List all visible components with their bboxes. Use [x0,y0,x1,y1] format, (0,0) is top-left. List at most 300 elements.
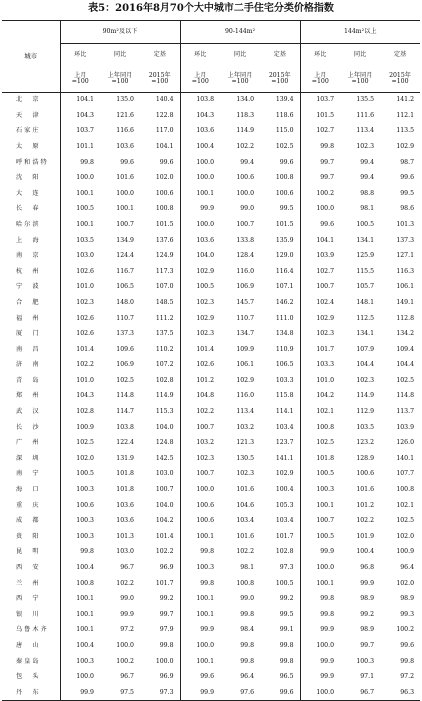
table-row [2,420,420,436]
index-value-cell: 100.9 [396,548,415,556]
index-value-cell: 104.1 [60,93,100,109]
base-header: 上月 =100 [180,66,220,93]
index-value-cell: 100.1 [60,217,100,233]
index-value-cell: 102.3 [180,326,220,342]
index-value-cell: 100.6 [155,189,174,197]
city-name-cell: 成 都 [16,517,41,525]
index-value-cell: 102.2 [116,579,134,587]
index-value-cell: 101.2 [356,501,375,509]
index-value-cell: 103.6 [180,124,220,140]
index-value-cell: 100.1 [60,186,100,202]
index-value-cell: 102.2 [60,358,100,374]
index-value-cell: 100.3 [60,514,100,530]
index-value-cell: 104.3 [60,389,100,405]
index-value-cell: 101.0 [60,373,100,389]
index-value-cell: 100.5 [60,467,100,483]
index-value-cell: 141.2 [396,96,415,104]
index-value-cell: 107.9 [356,345,375,353]
index-value-cell: 100.0 [236,189,255,197]
table-row [2,124,420,140]
index-value-cell: 135.0 [116,96,134,104]
index-value-cell: 103.0 [155,470,174,478]
index-value-cell: 98.9 [360,595,375,603]
index-value-cell: 103.2 [180,436,220,452]
index-value-cell: 98.9 [360,626,375,634]
index-value-cell: 102.3 [236,470,255,478]
table-row [2,482,420,498]
index-value-cell: 100.8 [396,486,415,494]
index-value-cell: 102.5 [396,376,415,384]
index-value-cell: 100.0 [300,638,340,654]
index-value-cell: 102.8 [60,404,100,420]
index-value-cell: 99.2 [279,595,294,603]
index-value-cell: 99.2 [360,610,375,618]
index-value-cell: 99.6 [300,217,340,233]
city-column-header: 城市 [2,21,60,93]
index-value-cell: 103.3 [300,358,340,374]
index-value-cell: 106.5 [275,361,294,369]
city-name-cell: 大 连 [16,189,41,197]
index-value-cell: 103.5 [60,233,100,249]
table-row [2,514,420,530]
city-name-cell: 青 岛 [16,376,41,384]
index-value-cell: 99.9 [300,623,340,639]
index-value-cell: 100.1 [180,654,220,670]
index-value-cell: 113.7 [396,408,415,416]
index-value-cell: 110.9 [275,345,294,353]
index-value-cell: 103.7 [60,124,100,140]
index-value-cell: 134.8 [275,330,294,338]
index-value-cell: 114.8 [396,392,415,400]
index-value-cell: 100.4 [60,638,100,654]
index-value-cell: 125.9 [356,252,375,260]
table-row [2,217,420,233]
table-row [2,202,420,218]
index-value-cell: 99.8 [279,641,294,649]
table-body [2,93,420,701]
city-name-cell: 天 津 [16,111,41,119]
index-value-cell: 100.7 [180,420,220,436]
city-name-cell: 唐 山 [16,641,41,649]
price-index-table [2,20,420,701]
index-value-cell: 101.7 [155,579,174,587]
index-value-cell: 102.0 [155,174,174,182]
group-header-medium: 90-144m² [180,21,300,44]
table-row [2,248,420,264]
city-name-cell: 长 沙 [16,423,41,431]
index-value-cell: 116.3 [396,267,415,275]
table-row [2,654,420,670]
city-name-cell: 贵 阳 [16,532,41,540]
index-value-cell: 135.9 [275,236,294,244]
index-value-cell: 112.1 [396,111,415,119]
city-name-cell: 丹 东 [2,685,60,701]
index-value-cell: 100.7 [116,220,134,228]
index-value-cell: 103.2 [236,423,255,431]
index-value-cell: 96.4 [240,673,255,681]
index-value-cell: 100.6 [180,514,220,530]
index-value-cell: 103.7 [300,93,340,109]
index-value-cell: 113.5 [396,127,415,135]
index-value-cell: 100.7 [300,280,340,296]
table-row [2,295,420,311]
index-value-cell: 100.3 [300,482,340,498]
index-value-cell: 103.0 [60,248,100,264]
index-value-cell: 99.6 [400,641,415,649]
index-value-cell: 99.7 [300,155,340,171]
index-value-cell: 99.8 [240,641,255,649]
index-value-cell: 145.7 [236,298,255,306]
table-row [2,592,420,608]
index-value-cell: 122.4 [116,439,134,447]
index-value-cell: 100.8 [275,174,294,182]
index-value-cell: 103.6 [116,142,134,150]
index-value-cell: 100.6 [60,498,100,514]
index-value-cell: 102.6 [180,358,220,374]
index-value-cell: 100.3 [60,482,100,498]
city-name-cell: 北 京 [16,96,41,104]
index-value-cell: 100.6 [356,470,375,478]
index-value-cell: 97.5 [100,685,140,701]
index-value-cell: 102.5 [300,436,340,452]
index-value-cell: 98.8 [360,189,375,197]
index-value-cell: 99.4 [240,158,255,166]
index-value-cell: 99.4 [360,174,375,182]
index-value-cell: 101.7 [300,342,340,358]
index-value-cell: 114.9 [356,392,375,400]
index-value-cell: 99.8 [400,657,415,665]
table-row [2,638,420,654]
city-name-cell: 昆 明 [16,548,41,556]
index-value-cell: 102.4 [300,295,340,311]
index-value-cell: 99.0 [240,205,255,213]
table-row [2,358,420,374]
base-header: 上月 =100 [300,66,340,93]
index-value-cell: 96.7 [120,673,134,681]
index-value-cell: 104.3 [180,108,220,124]
index-value-cell: 100.0 [116,189,134,197]
city-name-cell: 太 原 [16,142,41,150]
city-name-cell: 石家庄 [16,127,41,135]
index-value-cell: 107.7 [396,470,415,478]
index-value-cell: 99.9 [360,579,375,587]
index-value-cell: 97.3 [279,564,294,571]
index-value-cell: 106.9 [116,361,134,369]
index-value-cell: 102.2 [236,142,255,150]
index-value-cell: 101.1 [60,139,100,155]
index-value-cell: 123.7 [275,439,294,447]
index-value-cell: 102.5 [275,142,294,150]
city-name-cell: 南 宁 [16,470,41,478]
table-row [2,467,420,483]
index-value-cell: 101.7 [275,532,294,540]
index-value-cell: 99.9 [300,669,340,685]
index-value-cell: 100.5 [300,529,340,545]
index-value-cell: 113.4 [356,127,375,135]
index-value-cell: 101.0 [60,280,100,296]
index-value-cell: 107.0 [155,283,174,291]
index-value-cell: 104.2 [300,389,340,405]
index-value-cell: 128.9 [356,454,375,462]
index-value-cell: 99.8 [159,641,174,649]
subcol-header: 定基 [153,50,166,58]
index-value-cell: 103.3 [275,376,294,384]
table-row [2,498,420,514]
index-value-cell: 116.0 [236,267,255,275]
index-value-cell: 100.7 [236,220,255,228]
index-value-cell: 99.6 [159,158,174,166]
index-value-cell: 100.6 [275,189,294,197]
index-value-cell: 98.9 [400,595,415,603]
index-value-cell: 121.3 [236,439,255,447]
table-row [2,233,420,249]
city-name-cell: 兰 州 [16,579,41,587]
city-name-cell: 呼和浩特 [16,158,49,166]
base-header: 上年同月 =100 [340,66,380,93]
index-value-cell: 124.9 [155,252,174,260]
table-row [2,560,420,576]
index-value-cell: 114.8 [116,392,134,400]
index-value-cell: 102.7 [300,264,340,280]
index-value-cell: 100.1 [180,607,220,623]
index-value-cell: 102.3 [356,142,375,150]
index-value-cell: 100.4 [356,548,375,556]
index-value-cell: 134.7 [236,330,255,338]
index-value-cell: 111.2 [155,314,174,322]
index-value-cell: 100.1 [180,186,220,202]
index-value-cell: 100.2 [300,186,340,202]
index-value-cell: 100.0 [155,657,174,665]
index-value-cell: 100.5 [275,579,294,587]
index-value-cell: 128.4 [236,252,255,260]
index-value-cell: 100.0 [180,217,220,233]
index-value-cell: 99.9 [180,202,220,218]
index-value-cell: 96.8 [360,564,375,571]
index-value-cell: 106.9 [236,283,255,291]
subcol-header: 定基 [273,50,286,58]
index-value-cell: 98.1 [240,564,255,571]
index-value-cell: 123.2 [356,439,375,447]
index-value-cell: 97.3 [140,685,180,701]
index-value-cell: 100.6 [236,174,255,182]
index-value-cell: 100.7 [155,486,174,494]
index-value-cell: 100.0 [300,685,340,701]
city-name-cell: 银 川 [16,610,41,618]
index-value-cell: 100.0 [180,170,220,186]
index-value-cell: 115.8 [275,392,294,400]
index-value-cell: 102.3 [300,326,340,342]
index-value-cell: 100.1 [60,592,100,608]
index-value-cell: 104.1 [300,233,340,249]
index-value-cell: 112.8 [396,314,415,322]
index-value-cell: 100.2 [116,657,134,665]
index-value-cell: 102.9 [396,142,415,150]
index-value-cell: 105.7 [356,283,375,291]
index-value-cell: 103.4 [236,517,255,525]
index-value-cell: 104.0 [180,248,220,264]
index-value-cell: 100.1 [300,498,340,514]
table-row [2,342,420,358]
city-name-cell: 杭 州 [16,267,41,275]
index-value-cell: 100.5 [60,202,100,218]
index-value-cell: 99.7 [159,610,174,618]
index-value-cell: 102.2 [180,404,220,420]
index-value-cell: 124.8 [155,439,174,447]
index-value-cell: 115.5 [356,267,375,275]
index-value-cell: 101.0 [300,373,340,389]
index-value-cell: 111.0 [275,314,294,322]
index-value-cell: 129.0 [275,252,294,260]
index-value-cell: 104.0 [155,501,174,509]
index-value-cell: 104.1 [155,142,174,150]
index-value-cell: 112.9 [356,408,375,416]
index-value-cell: 100.1 [116,205,134,213]
index-value-cell: 100.2 [396,626,415,634]
index-value-cell: 107.1 [275,283,294,291]
table-row [2,139,420,155]
group-header-large: 144m²以上 [300,21,420,44]
index-value-cell: 96.4 [400,564,415,571]
index-value-cell: 124.4 [116,252,134,260]
index-value-cell: 101.2 [180,373,220,389]
table-row [2,623,420,639]
index-value-cell: 122.8 [155,111,174,119]
index-value-cell: 100.4 [275,486,294,494]
table-row [2,186,420,202]
index-value-cell: 118.3 [236,111,255,119]
index-value-cell: 137.3 [116,330,134,338]
index-value-cell: 99.9 [180,685,220,701]
index-value-cell: 100.0 [60,669,100,685]
index-value-cell: 99.0 [120,595,134,603]
index-value-cell: 134.1 [356,330,375,338]
index-value-cell: 148.5 [155,298,174,306]
index-value-cell: 110.2 [155,345,174,353]
city-name-cell: 重 庆 [16,501,41,509]
index-value-cell: 104.3 [60,108,100,124]
index-value-cell: 100.3 [60,654,100,670]
index-value-cell: 118.6 [275,111,294,119]
base-header: 2015年 =100 [140,66,180,93]
index-value-cell: 99.8 [300,139,340,155]
index-value-cell: 96.7 [120,564,134,571]
index-value-cell: 148.1 [356,298,375,306]
city-name-cell: 哈尔滨 [16,220,41,228]
index-value-cell: 104.4 [396,361,415,369]
index-value-cell: 103.0 [116,548,134,556]
table-row [2,93,420,109]
index-value-cell: 100.0 [116,641,134,649]
table-row [2,545,420,561]
index-value-cell: 100.1 [60,623,100,639]
index-value-cell: 103.4 [275,517,294,525]
index-value-cell: 100.1 [180,529,220,545]
index-value-cell: 100.0 [60,170,100,186]
index-value-cell: 101.4 [180,342,220,358]
index-value-cell: 99.9 [180,623,220,639]
index-value-cell: 126.0 [396,439,415,447]
base-header: 上月 =100 [60,66,100,93]
index-value-cell: 102.0 [60,451,100,467]
index-value-cell: 99.5 [279,205,294,213]
index-value-cell: 114.9 [155,392,174,400]
city-name-cell: 厦 门 [16,330,41,338]
index-value-cell: 100.4 [60,560,100,576]
index-value-cell: 102.3 [180,295,220,311]
index-value-cell: 103.6 [116,517,134,525]
table-row [2,326,420,342]
index-value-cell: 103.6 [180,233,220,249]
index-value-cell: 102.5 [60,436,100,452]
index-value-cell: 101.5 [275,220,294,228]
index-value-cell: 99.8 [240,610,255,618]
index-value-cell: 100.0 [180,155,220,171]
index-value-cell: 97.1 [360,673,375,681]
index-value-cell: 101.5 [300,108,340,124]
index-value-cell: 137.3 [396,236,415,244]
index-value-cell: 100.8 [60,576,100,592]
index-value-cell: 140.1 [396,454,415,462]
city-name-cell: 福 州 [16,314,41,322]
city-name-cell: 宁 波 [16,283,41,291]
city-name-cell: 乌鲁木齐 [16,626,49,634]
index-value-cell: 100.9 [60,420,100,436]
index-value-cell: 101.3 [396,220,415,228]
index-value-cell: 102.2 [155,548,174,556]
index-value-cell: 98.6 [400,205,415,213]
index-value-cell: 109.9 [236,345,255,353]
index-value-cell: 127.1 [396,252,415,260]
index-value-cell: 131.9 [116,454,134,462]
index-value-cell: 100.8 [300,420,340,436]
table-row [2,264,420,280]
index-value-cell: 100.3 [180,560,220,576]
table-row [2,607,420,623]
index-value-cell: 100.8 [155,205,174,213]
index-value-cell: 103.4 [275,423,294,431]
index-value-cell: 99.7 [300,170,340,186]
index-value-cell: 115.0 [275,127,294,135]
index-value-cell: 102.3 [180,451,220,467]
index-value-cell: 100.0 [180,482,220,498]
table-row [2,436,420,452]
city-name-cell: 上 海 [16,236,41,244]
index-value-cell: 99.9 [120,610,134,618]
index-value-cell: 101.4 [155,532,174,540]
table-row [2,389,420,405]
table-row [2,451,420,467]
base-header: 上年同月 =100 [220,66,260,93]
index-value-cell: 99.9 [300,654,340,670]
index-value-cell: 134.1 [356,236,375,244]
index-value-cell: 116.7 [116,267,134,275]
group-header-small: 90m²及以下 [60,21,180,44]
table-row [2,404,420,420]
city-name-cell: 海 口 [16,486,41,494]
index-value-cell: 100.5 [356,220,375,228]
index-value-cell: 97.6 [220,685,260,701]
index-value-cell: 102.9 [180,311,220,327]
index-value-cell: 134.0 [236,96,255,104]
index-value-cell: 102.2 [356,517,375,525]
subcol-header: 定基 [393,50,407,58]
index-value-cell: 110.7 [116,314,134,322]
index-value-cell: 149.1 [396,298,415,306]
index-value-cell: 96.5 [279,673,294,681]
index-value-cell: 103.9 [300,248,340,264]
index-value-cell: 107.2 [155,361,174,369]
index-value-cell: 99.5 [279,610,294,618]
